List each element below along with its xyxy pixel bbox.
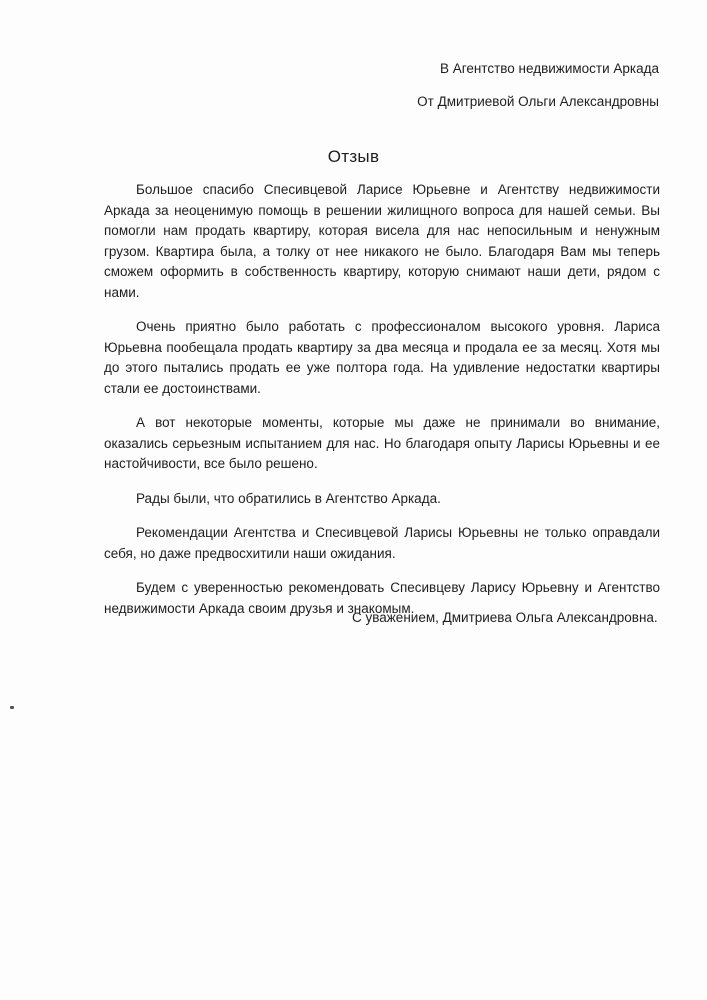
addressee-to: В Агентство недвижимости Аркада bbox=[439, 61, 659, 76]
paragraph-5: Рекомендации Агентства и Спесивцевой Ларисы Юрьевны не только оправдали себя, но даже предвосхитили наши ожидания. bbox=[104, 525, 660, 561]
addressee-block bbox=[417, 52, 659, 118]
paragraph-2: Очень приятно было работать с профессионалом высокого уровня. Лариса Юрьевна пообещала продать квартиру за два месяца и продала ее за месяц. Хотя мы до этого пытались продать ее уже полтора года. На удивление недостатки квартиры стали ее достоинствами. bbox=[104, 319, 660, 396]
paragraph-1: Большое спасибо Спесивцевой Ларисе Юрьевне и Агентству недвижимости Аркада за неоценимую помощь в решении жилищного вопроса для нашей семьи. Вы помогли нам продать квартиру, которая висела для нас непосильным и ненужным грузом. Квартира была, а толку от нее никакого не было. Благодаря Вам мы теперь сможем оформить в собственность квартиру, которую снимают наши дети, рядом с нами. bbox=[104, 182, 660, 300]
paragraph-6: Будем с уверенностью рекомендовать Спесивцеву Ларису Юрьевну и Агентство недвижимости Аркада своим друзья и знакомым. bbox=[104, 580, 660, 616]
paragraph-3: А вот некоторые моменты, которые мы даже не принимали во внимание, оказались серьезным испытанием для нас. Но благодаря опыту Ларисы Юрьевны и ее настойчивости, все было решено. bbox=[104, 415, 660, 471]
letter-title: Отзыв bbox=[327, 147, 380, 166]
addressee-from: От Дмитриевой Ольги Александровны bbox=[417, 94, 659, 109]
letter-body bbox=[104, 180, 660, 633]
scan-speck bbox=[10, 706, 14, 709]
paragraph-4: Рады были, что обратились в Агентство Аркада. bbox=[136, 490, 441, 506]
signature-line: С уважением, Дмитриева Ольга Александровна. bbox=[352, 610, 658, 625]
